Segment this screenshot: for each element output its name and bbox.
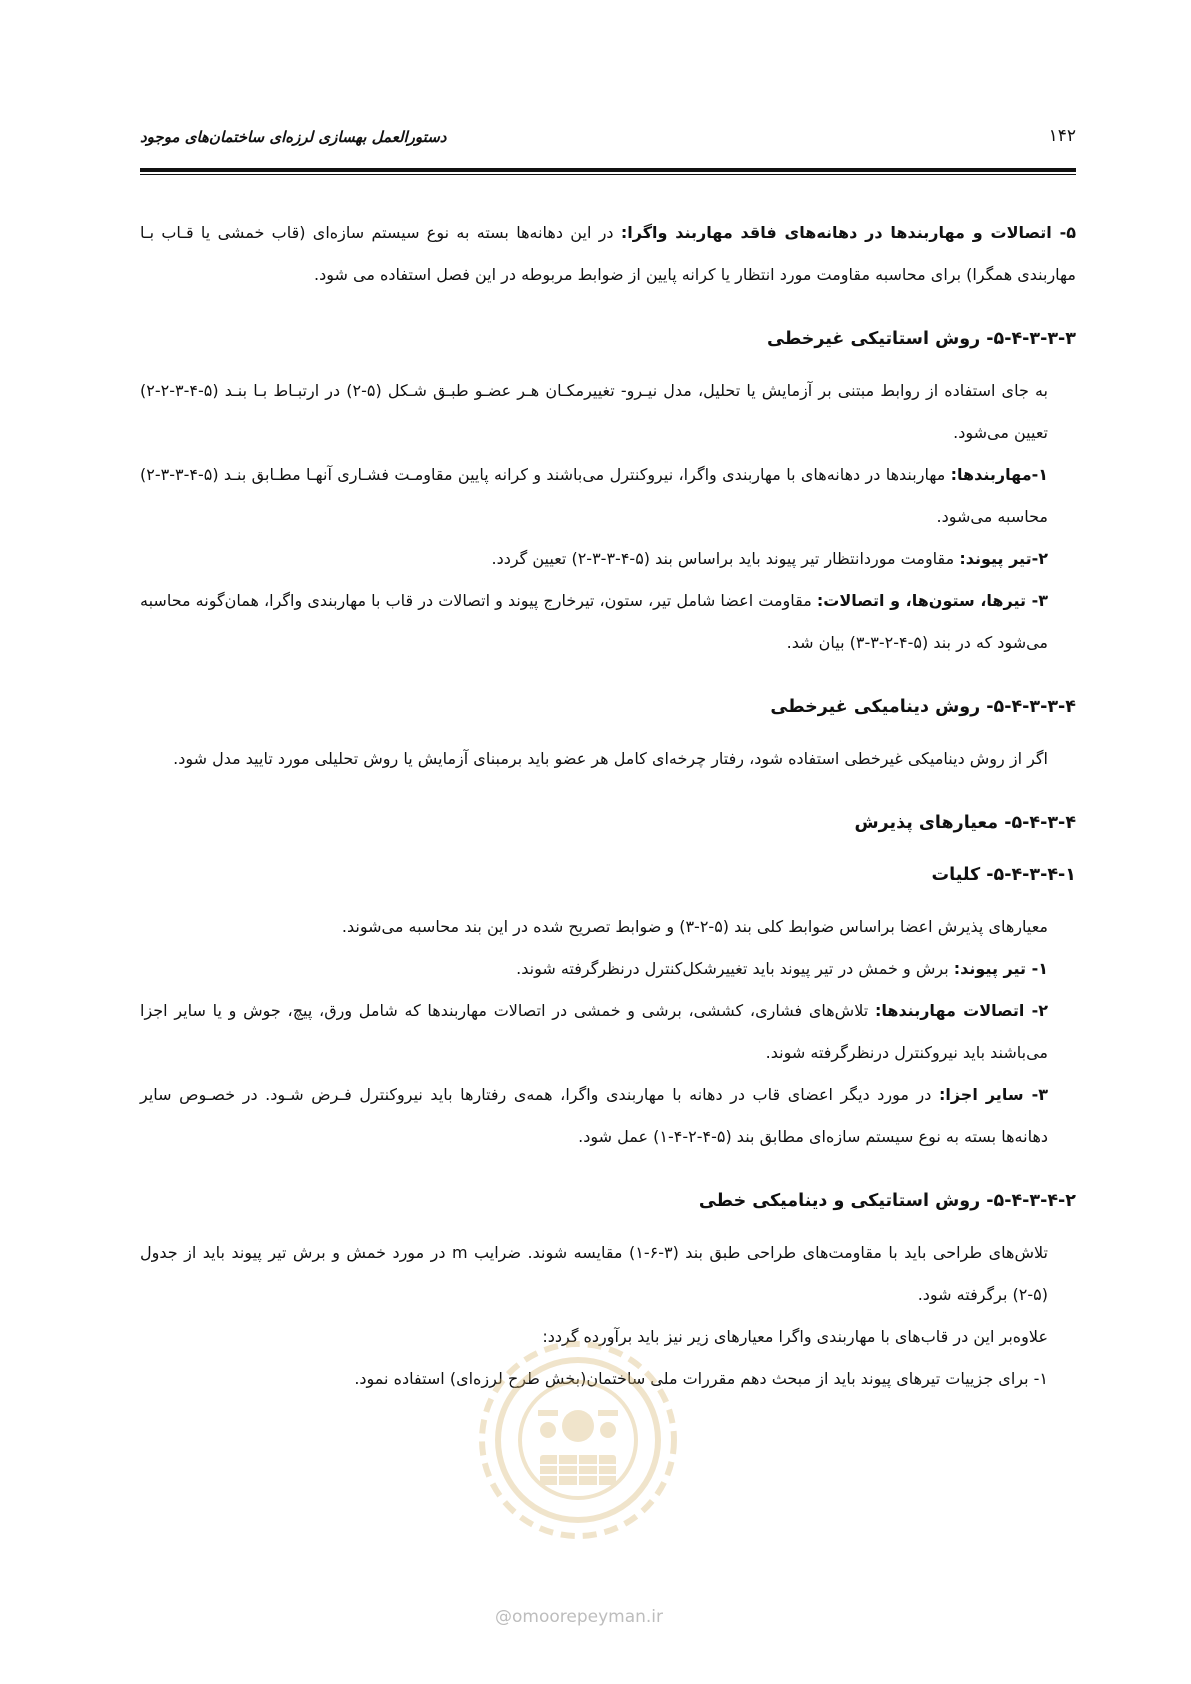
paragraph-link-details: ۱- برای جزییات تیرهای پیوند باید از مبحث دهم مقررات ملی ساختمان(بخش طرح لرزه‌ای) استفاده نمود. [354,1369,1048,1388]
paragraph-linear-procedures: تلاش‌های طراحی باید با مقاومت‌های طراحی طبق بند (۳-۶-۱) مقایسه شوند. ضرایب m در مورد خمش و برش تیر پیوند باید از جدول (۵-۲) برگرفته شود. [140,1243,1048,1304]
heading-general: ۵-۴-۳-۴-۱- کلیات [931,865,1076,885]
page-number: ۱۴۲ [1048,126,1076,146]
item-text: در مورد دیگر اعضای قاب در دهانه با مهاربندی واگرا، همه‌ی رفتارها باید نیروکنترل فـرض شـود. در خصـوص سایر دهانه‌ها بسته به نوع سیستم سازه‌ای مطابق بند (۵-۴-۲-۴-۱) عمل شود. [140,1085,1048,1146]
item-label: ۳- تیرها، ستون‌ها، و اتصالات: [816,591,1048,610]
item-beams-columns [140,580,1076,664]
item-other-components [140,1074,1076,1158]
paragraph-nonlinear-dynamic: اگر از روش دینامیکی غیرخطی استفاده شود، رفتار چرخه‌ای کامل هر عضو باید برمبنای آزمایش یا روش تحلیلی مورد تایید مدل شود. [173,749,1048,768]
item-link-beam-acceptance [140,948,1076,990]
page-body [140,212,1076,1400]
paragraph-connections [140,212,1076,296]
item-label: ۳- سایر اجزا: [938,1085,1049,1104]
heading-acceptance-criteria: ۵-۴-۳-۴- معیارهای پذیرش [854,813,1076,833]
page-header [140,128,1076,168]
paragraph-general: معیارهای پذیرش اعضا براساس ضوابط کلی بند (۵-۲-۳) و ضوابط تصریح شده در این بند محاسبه می‌شوند. [341,917,1048,936]
paragraph-text: در این دهانه‌ها بسته به نوع سیستم سازه‌ای (قاب خمشی یا قـاب بـا مهاربندی همگرا) برای محاسبه مقاومت مورد انتظار یا کرانه پایین از ضوابط مربوطه در این فصل استفاده می شود. [140,223,1076,284]
heading-nonlinear-dynamic: ۵-۴-۳-۳-۴- روش دینامیکی غیرخطی [770,697,1076,717]
item-text: برش و خمش در تیر پیوند باید تغییرشکل‌کنترل درنظرگرفته شوند. [516,959,949,978]
item-label: ۲-تیر پیوند: [959,549,1048,568]
item-text: مهاربندها در دهانه‌های با مهاربندی واگرا، نیروکنترل می‌باشند و کرانه پایین مقاومـت فشـاری آنهـا مطـابق بنـد (۵-۴-۳-۳-۲) محاسبه می‌شود. [140,465,1048,526]
item-text: مقاومت اعضا شامل تیر، ستون، تیرخارج پیوند و اتصالات در قاب با مهاربندی واگرا، همان‌گونه محاسبه می‌شود که در بند (۵-۴-۲-۳-۳) بیان شد. [140,591,1048,652]
heading-linear-procedures: ۵-۴-۳-۴-۲- روش استاتیکی و دینامیکی خطی [698,1191,1076,1211]
item-label: ۲- اتصالات مهاربندها: [874,1001,1048,1020]
item-label: ۱-مهاربندها: [950,465,1048,484]
item-text: تلاش‌های فشاری، کششی، برشی و خمشی در اتصالات مهاربندها که شامل ورق، پیچ، جوش و یا سایر اجزا می‌باشند باید نیروکنترل درنظرگرفته شوند. [140,1001,1048,1062]
header-rule-thick [140,168,1076,172]
running-title: دستورالعمل بهسازی لرزه‌ای ساختمان‌های موجود [140,128,447,146]
item-label: ۱- تیر پیوند: [953,959,1048,978]
paragraph-nonlinear-static: به جای استفاده از روابط مبتنی بر آزمایش یا تحلیل، مدل نیـرو- تغییرمکـان هـر عضـو طبـق شـکل (۵-۲) در ارتبـاط بـا بنـد (۵-۴-۳-۲-۲) تعیین می‌شود. [140,381,1049,442]
paragraph-label: ۵- اتصالات و مهاربندها در دهانه‌های فاقد مهاربند واگرا: [620,223,1076,242]
watermark-site-text: @omoorepeyman.ir [495,1607,664,1627]
heading-nonlinear-static: ۵-۴-۳-۳-۳- روش استاتیکی غیرخطی [767,329,1076,349]
item-link-beam [140,538,1076,580]
paragraph-additional-criteria: علاوه‌بر این در قاب‌های با مهاربندی واگرا معیارهای زیر نیز باید برآورده گردد: [542,1327,1048,1346]
item-brace-connections [140,990,1076,1074]
header-rule-thin [140,174,1076,175]
item-braces [140,454,1076,538]
item-text: مقاومت موردانتظار تیر پیوند باید براساس بند (۵-۴-۳-۳-۲) تعیین گردد. [491,549,955,568]
